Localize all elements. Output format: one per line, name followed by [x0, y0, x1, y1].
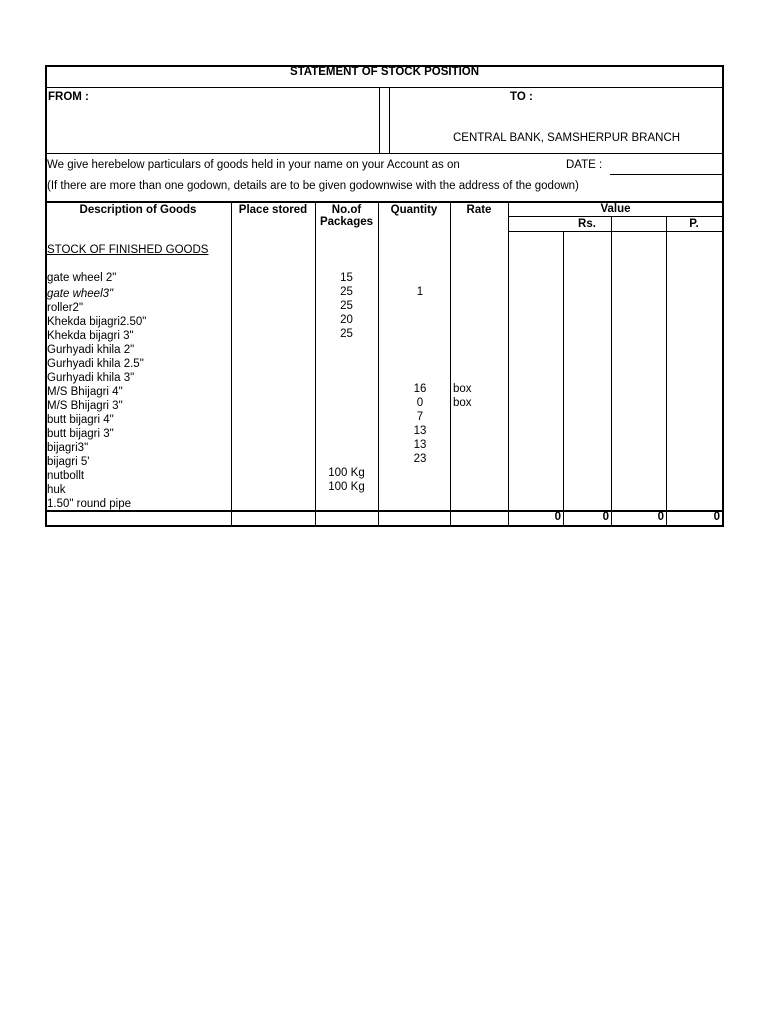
item-name: Gurhyadi khila 2.5": [47, 358, 144, 370]
item-packages: 25: [340, 300, 353, 312]
item-quantity: 0: [416, 397, 424, 409]
section-title: STOCK OF FINISHED GOODS: [47, 244, 209, 256]
header-place: Place stored: [238, 204, 308, 216]
col-line-quantity: [378, 201, 379, 526]
col-line-rs-mid: [563, 231, 564, 526]
col-line-rate: [450, 201, 451, 526]
total-value-2: 0: [602, 511, 609, 523]
item-packages: 25: [340, 328, 353, 340]
header-p: P.: [689, 218, 699, 230]
item-packages: 100 Kg: [328, 467, 365, 479]
item-name: 1.50" round pipe: [47, 498, 132, 510]
item-quantity: 13: [413, 439, 427, 451]
date-label: DATE :: [566, 159, 603, 171]
value-subheader-line: [508, 216, 723, 217]
col-line-place: [231, 201, 232, 526]
item-name: gate wheel3": [47, 288, 114, 300]
to-name: CENTRAL BANK, SAMSHERPUR BRANCH: [453, 132, 681, 144]
item-name: huk: [47, 484, 66, 496]
col-line-value: [508, 201, 509, 526]
item-name: nutbollt: [47, 470, 85, 482]
from-to-divider-1: [379, 87, 380, 153]
header-bottom-line: [508, 231, 723, 232]
item-name: bijagri 5': [47, 456, 90, 468]
item-quantity: 1: [416, 286, 424, 298]
header-rate: Rate: [466, 204, 492, 216]
item-name: M/S Bhijagri 4": [47, 386, 123, 398]
page-title: STATEMENT OF STOCK POSITION: [289, 66, 480, 78]
header-description: Description of Goods: [79, 204, 197, 216]
from-to-divider-2: [389, 87, 390, 153]
item-name: Gurhyadi khila 2": [47, 344, 135, 356]
total-value-1: 0: [554, 511, 561, 523]
item-name: roller2": [47, 302, 84, 314]
item-name: Khekda bijagri2.50": [47, 316, 147, 328]
item-quantity: 16: [413, 383, 427, 395]
item-name: butt bijagri 4": [47, 414, 114, 426]
frame-right: [722, 65, 724, 527]
to-label: TO :: [510, 91, 533, 103]
item-quantity: 13: [413, 425, 427, 437]
note-line: (If there are more than one godown, details are to be given godownwise with the address of the godown): [47, 180, 579, 192]
from-label: FROM :: [48, 91, 89, 103]
item-name: M/S Bhijagri 3": [47, 400, 123, 412]
header-rs: Rs.: [578, 218, 596, 230]
address-row-divider: [45, 153, 724, 154]
frame-bottom: [45, 525, 724, 527]
col-line-p-mid: [666, 216, 667, 526]
intro-line: We give herebelow particulars of goods held in your name on your Account as on: [47, 159, 460, 171]
item-quantity: 23: [413, 453, 427, 465]
item-packages: 25: [340, 286, 353, 298]
item-name: butt bijagri 3": [47, 428, 114, 440]
item-rate: box: [453, 397, 472, 409]
item-name: Gurhyadi khila 3": [47, 372, 135, 384]
item-rate: box: [453, 383, 472, 395]
item-quantity: 7: [416, 411, 424, 423]
date-underline: [610, 174, 722, 175]
item-name: Khekda bijagri 3": [47, 330, 134, 342]
header-value: Value: [600, 203, 631, 215]
title-row-divider: [45, 87, 724, 88]
header-packages-1: No.of: [331, 204, 362, 216]
item-packages: 15: [340, 272, 353, 284]
total-value-4: 0: [713, 511, 720, 523]
item-name: gate wheel 2": [47, 272, 117, 284]
item-packages: 20: [340, 314, 353, 326]
item-name: bijagri3": [47, 442, 89, 454]
header-quantity: Quantity: [390, 204, 438, 216]
col-line-p: [611, 216, 612, 526]
total-value-3: 0: [657, 511, 664, 523]
header-packages-2: Packages: [319, 216, 374, 228]
item-packages: 100 Kg: [328, 481, 365, 493]
